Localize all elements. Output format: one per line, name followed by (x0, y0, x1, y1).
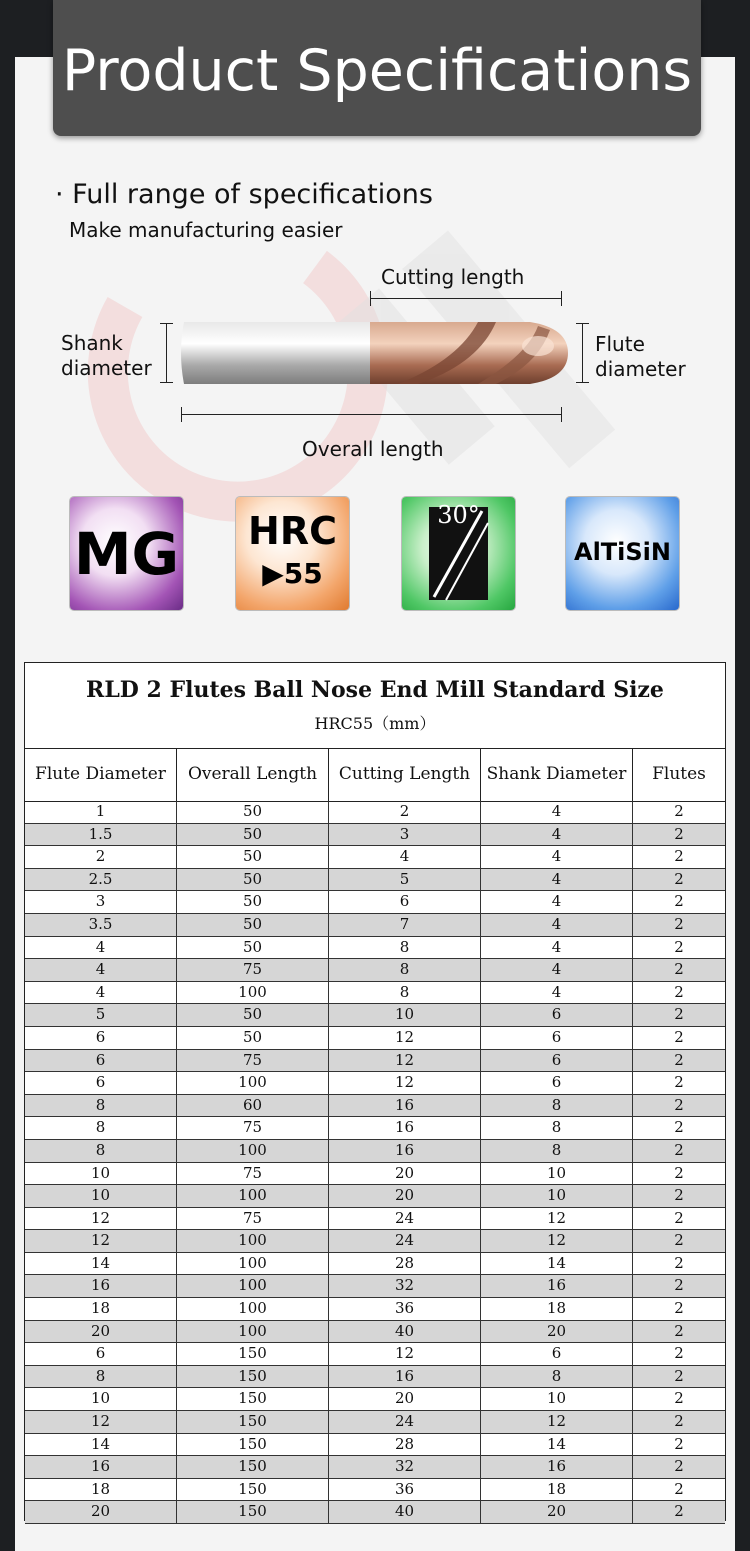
helix-angle-badge (402, 497, 515, 610)
table-row (25, 959, 725, 982)
page-title: Product Specifications (61, 38, 693, 104)
cell-overall-length: 100 (177, 1253, 329, 1275)
cell-cutting-length: 36 (329, 1298, 481, 1320)
cutting-length-tick-right (561, 291, 562, 306)
shank-diameter-tick-top (160, 323, 173, 324)
table-row (25, 982, 725, 1005)
cell-cutting-length: 24 (329, 1230, 481, 1252)
table-body (25, 801, 725, 1524)
cell-flutes: 2 (674, 1118, 684, 1137)
table-row (25, 1298, 725, 1321)
cell-overall-length: 50 (177, 937, 329, 959)
cell-shank-diameter: 4 (481, 959, 633, 981)
end-mill-tool-icon (178, 320, 568, 386)
cell-flute-diameter: 6 (25, 1050, 177, 1072)
cell-overall-length: 50 (177, 1027, 329, 1049)
cell-overall-length: 75 (177, 1163, 329, 1185)
cell-flute-diameter: 16 (25, 1456, 177, 1478)
cell-flutes: 2 (674, 1276, 684, 1295)
cutting-length-line (370, 298, 562, 299)
cell-shank-diameter: 18 (481, 1298, 633, 1320)
shank-diameter-label-line1: Shank (61, 331, 123, 355)
cell-shank-diameter: 20 (481, 1321, 633, 1343)
cell-cutting-length: 16 (329, 1095, 481, 1117)
cell-flutes: 2 (674, 1344, 684, 1363)
cell-cutting-length: 28 (329, 1434, 481, 1456)
table-row (25, 1004, 725, 1027)
cell-flutes: 2 (674, 937, 684, 956)
cell-flutes: 2 (674, 1479, 684, 1498)
cell-flutes: 2 (674, 1073, 684, 1092)
cell-overall-length: 100 (177, 1072, 329, 1094)
cell-overall-length: 100 (177, 1321, 329, 1343)
cell-shank-diameter: 16 (481, 1456, 633, 1478)
hrc-badge-value: ▶55 (262, 557, 323, 590)
cell-flute-diameter: 12 (25, 1411, 177, 1433)
cell-flute-diameter: 3.5 (25, 914, 177, 936)
cell-flute-diameter: 14 (25, 1253, 177, 1275)
flute-diameter-label-line1: Flute (595, 332, 645, 356)
table-row (25, 1411, 725, 1434)
cell-cutting-length: 32 (329, 1275, 481, 1297)
cell-flute-diameter: 18 (25, 1479, 177, 1501)
cell-shank-diameter: 4 (481, 869, 633, 891)
cell-shank-diameter: 14 (481, 1434, 633, 1456)
intro-headline: · Full range of specifications (55, 179, 433, 210)
cell-flutes: 2 (674, 1366, 684, 1385)
cell-flute-diameter: 1.5 (25, 824, 177, 846)
cell-flutes: 2 (674, 960, 684, 979)
cell-cutting-length: 16 (329, 1117, 481, 1139)
cell-shank-diameter: 12 (481, 1411, 633, 1433)
overall-length-tick-right (561, 407, 562, 422)
cell-overall-length: 75 (177, 1117, 329, 1139)
cell-flutes: 2 (674, 1321, 684, 1340)
cell-flute-diameter: 20 (25, 1501, 177, 1523)
table-title: RLD 2 Flutes Ball Nose End Mill Standard Size (86, 677, 664, 703)
cell-overall-length: 75 (177, 1050, 329, 1072)
table-row (25, 1208, 725, 1231)
cell-flutes: 2 (674, 1050, 684, 1069)
flute-diameter-tick-bottom (576, 382, 589, 383)
header-flute-diameter: Flute Diameter (25, 749, 177, 801)
cell-overall-length: 100 (177, 982, 329, 1004)
cutting-length-label: Cutting length (381, 265, 525, 289)
table-row (25, 1185, 725, 1208)
cell-cutting-length: 24 (329, 1208, 481, 1230)
cell-flute-diameter: 8 (25, 1140, 177, 1162)
cell-flutes: 2 (674, 824, 684, 843)
table-row (25, 891, 725, 914)
cell-cutting-length: 5 (329, 869, 481, 891)
table-row (25, 1050, 725, 1073)
cell-overall-length: 150 (177, 1366, 329, 1388)
cell-shank-diameter: 4 (481, 982, 633, 1004)
cell-overall-length: 150 (177, 1411, 329, 1433)
cell-flutes: 2 (674, 1434, 684, 1453)
table-row (25, 824, 725, 847)
shank-diameter-tick-bottom (160, 382, 173, 383)
cell-overall-length: 50 (177, 846, 329, 868)
cell-cutting-length: 12 (329, 1050, 481, 1072)
cell-flutes: 2 (674, 914, 684, 933)
cell-flutes: 2 (674, 1502, 684, 1521)
cell-cutting-length: 36 (329, 1479, 481, 1501)
cell-flutes: 2 (674, 982, 684, 1001)
cell-flutes: 2 (674, 1140, 684, 1159)
cell-flutes: 2 (674, 869, 684, 888)
overall-length-label: Overall length (302, 437, 444, 461)
cell-flute-diameter: 8 (25, 1117, 177, 1139)
cell-cutting-length: 40 (329, 1321, 481, 1343)
table-row (25, 1366, 725, 1389)
spec-table (24, 662, 726, 1521)
cell-shank-diameter: 12 (481, 1230, 633, 1252)
cell-shank-diameter: 8 (481, 1366, 633, 1388)
cell-cutting-length: 3 (329, 824, 481, 846)
cell-shank-diameter: 4 (481, 937, 633, 959)
cell-flutes: 2 (674, 1457, 684, 1476)
cell-shank-diameter: 4 (481, 824, 633, 846)
cell-shank-diameter: 6 (481, 1027, 633, 1049)
cell-cutting-length: 32 (329, 1456, 481, 1478)
cell-overall-length: 150 (177, 1388, 329, 1410)
flute-diameter-label-line2: diameter (595, 357, 686, 381)
cell-flute-diameter: 10 (25, 1163, 177, 1185)
cell-overall-length: 75 (177, 1208, 329, 1230)
cell-overall-length: 60 (177, 1095, 329, 1117)
cell-shank-diameter: 4 (481, 914, 633, 936)
table-row (25, 1321, 725, 1344)
table-header (25, 748, 725, 802)
cell-flutes: 2 (674, 1412, 684, 1431)
cell-shank-diameter: 6 (481, 1050, 633, 1072)
cell-overall-length: 100 (177, 1140, 329, 1162)
hrc-badge-label: HRC (248, 509, 337, 553)
cell-cutting-length: 20 (329, 1185, 481, 1207)
flute-diameter-line (582, 323, 583, 383)
cell-flute-diameter: 3 (25, 891, 177, 913)
cell-flute-diameter: 2.5 (25, 869, 177, 891)
cell-flute-diameter: 2 (25, 846, 177, 868)
header-flutes: Flutes (652, 764, 706, 784)
mg-badge-label: MG (73, 520, 180, 588)
mg-material-badge (70, 497, 183, 610)
cell-cutting-length: 7 (329, 914, 481, 936)
cell-cutting-length: 8 (329, 937, 481, 959)
cell-flutes: 2 (674, 1389, 684, 1408)
table-row (25, 869, 725, 892)
cell-cutting-length: 12 (329, 1027, 481, 1049)
cell-flutes: 2 (674, 1163, 684, 1182)
cell-cutting-length: 6 (329, 891, 481, 913)
cell-flute-diameter: 1 (25, 801, 177, 823)
table-row (25, 914, 725, 937)
cell-shank-diameter: 18 (481, 1479, 633, 1501)
table-row (25, 1140, 725, 1163)
table-row (25, 1163, 725, 1186)
table-row (25, 1501, 725, 1524)
cell-flutes: 2 (674, 1027, 684, 1046)
cell-shank-diameter: 16 (481, 1275, 633, 1297)
cell-cutting-length: 12 (329, 1072, 481, 1094)
coating-badge-label: AlTiSiN (574, 538, 671, 566)
intro-subline: Make manufacturing easier (69, 218, 343, 242)
cell-flute-diameter: 5 (25, 1004, 177, 1026)
cell-flute-diameter: 4 (25, 937, 177, 959)
cell-shank-diameter: 8 (481, 1117, 633, 1139)
cell-flutes: 2 (674, 1186, 684, 1205)
cell-cutting-length: 16 (329, 1366, 481, 1388)
cell-shank-diameter: 8 (481, 1095, 633, 1117)
cell-flute-diameter: 8 (25, 1095, 177, 1117)
cell-cutting-length: 28 (329, 1253, 481, 1275)
cell-flute-diameter: 10 (25, 1388, 177, 1410)
cell-flutes: 2 (674, 802, 684, 820)
header-shank-diameter: Shank Diameter (481, 749, 633, 801)
title-banner (53, 0, 701, 136)
table-row (25, 1117, 725, 1140)
cell-flute-diameter: 6 (25, 1072, 177, 1094)
table-row (25, 1275, 725, 1298)
cell-flute-diameter: 16 (25, 1275, 177, 1297)
cell-flute-diameter: 8 (25, 1366, 177, 1388)
table-row (25, 846, 725, 869)
cell-cutting-length: 12 (329, 1343, 481, 1365)
cell-shank-diameter: 10 (481, 1163, 633, 1185)
cell-shank-diameter: 4 (481, 846, 633, 868)
cell-flutes: 2 (674, 892, 684, 911)
cell-flute-diameter: 4 (25, 982, 177, 1004)
cell-overall-length: 50 (177, 1004, 329, 1026)
cell-flutes: 2 (674, 1253, 684, 1272)
cell-cutting-length: 2 (329, 801, 481, 823)
table-row (25, 937, 725, 960)
cell-shank-diameter: 12 (481, 1208, 633, 1230)
hrc-hardness-badge (236, 497, 349, 610)
table-row (25, 1253, 725, 1276)
cell-flutes: 2 (674, 1299, 684, 1318)
overall-length-tick-left (181, 407, 182, 422)
cell-shank-diameter: 4 (481, 891, 633, 913)
table-row (25, 1230, 725, 1253)
cell-shank-diameter: 20 (481, 1501, 633, 1523)
cell-overall-length: 75 (177, 959, 329, 981)
cell-flute-diameter: 20 (25, 1321, 177, 1343)
cell-cutting-length: 24 (329, 1411, 481, 1433)
table-row (25, 1456, 725, 1479)
cell-overall-length: 50 (177, 914, 329, 936)
cell-flute-diameter: 18 (25, 1298, 177, 1320)
table-row (25, 1479, 725, 1502)
helix-angle-label: 30° (437, 501, 480, 529)
header-overall-length: Overall Length (177, 749, 329, 801)
shank-diameter-line (166, 323, 167, 383)
cell-cutting-length: 8 (329, 959, 481, 981)
header-cutting-length: Cutting Length (329, 749, 481, 801)
cell-cutting-length: 4 (329, 846, 481, 868)
cell-cutting-length: 16 (329, 1140, 481, 1162)
cell-shank-diameter: 14 (481, 1253, 633, 1275)
cell-shank-diameter: 8 (481, 1140, 633, 1162)
cell-flute-diameter: 14 (25, 1434, 177, 1456)
cell-overall-length: 50 (177, 824, 329, 846)
cell-shank-diameter: 6 (481, 1343, 633, 1365)
cell-flutes: 2 (674, 1095, 684, 1114)
table-row (25, 1434, 725, 1457)
cutting-length-tick-left (370, 291, 371, 306)
cell-shank-diameter: 10 (481, 1388, 633, 1410)
cell-flute-diameter: 10 (25, 1185, 177, 1207)
table-row (25, 1095, 725, 1118)
table-subtitle: HRC55（mm） (314, 714, 436, 733)
cell-flutes: 2 (674, 847, 684, 866)
cell-overall-length: 150 (177, 1501, 329, 1523)
cell-shank-diameter: 6 (481, 1072, 633, 1094)
cell-overall-length: 150 (177, 1343, 329, 1365)
table-row (25, 1072, 725, 1095)
cell-flutes: 2 (674, 1208, 684, 1227)
cell-overall-length: 50 (177, 891, 329, 913)
cell-overall-length: 100 (177, 1230, 329, 1252)
cell-cutting-length: 10 (329, 1004, 481, 1026)
cell-flute-diameter: 12 (25, 1208, 177, 1230)
cell-overall-length: 100 (177, 1185, 329, 1207)
shank-diameter-label-line2: diameter (61, 356, 152, 380)
cell-overall-length: 100 (177, 1275, 329, 1297)
overall-length-line (181, 414, 562, 415)
cell-flute-diameter: 6 (25, 1027, 177, 1049)
cell-shank-diameter: 10 (481, 1185, 633, 1207)
cell-overall-length: 150 (177, 1434, 329, 1456)
cell-overall-length: 150 (177, 1456, 329, 1478)
cell-cutting-length: 20 (329, 1163, 481, 1185)
cell-flute-diameter: 6 (25, 1343, 177, 1365)
cell-flutes: 2 (674, 1005, 684, 1024)
cell-cutting-length: 8 (329, 982, 481, 1004)
table-row (25, 1388, 725, 1411)
cell-overall-length: 50 (177, 801, 329, 823)
cell-flute-diameter: 4 (25, 959, 177, 981)
cell-flute-diameter: 12 (25, 1230, 177, 1252)
cell-shank-diameter: 4 (481, 801, 633, 823)
table-row (25, 1027, 725, 1050)
cell-cutting-length: 40 (329, 1501, 481, 1523)
flute-diameter-tick-top (576, 323, 589, 324)
cell-flutes: 2 (674, 1231, 684, 1250)
cell-overall-length: 150 (177, 1479, 329, 1501)
cell-shank-diameter: 6 (481, 1004, 633, 1026)
cell-cutting-length: 20 (329, 1388, 481, 1410)
table-row (25, 1343, 725, 1366)
table-row (25, 801, 725, 824)
cell-overall-length: 100 (177, 1298, 329, 1320)
cell-overall-length: 50 (177, 869, 329, 891)
coating-badge (566, 497, 679, 610)
